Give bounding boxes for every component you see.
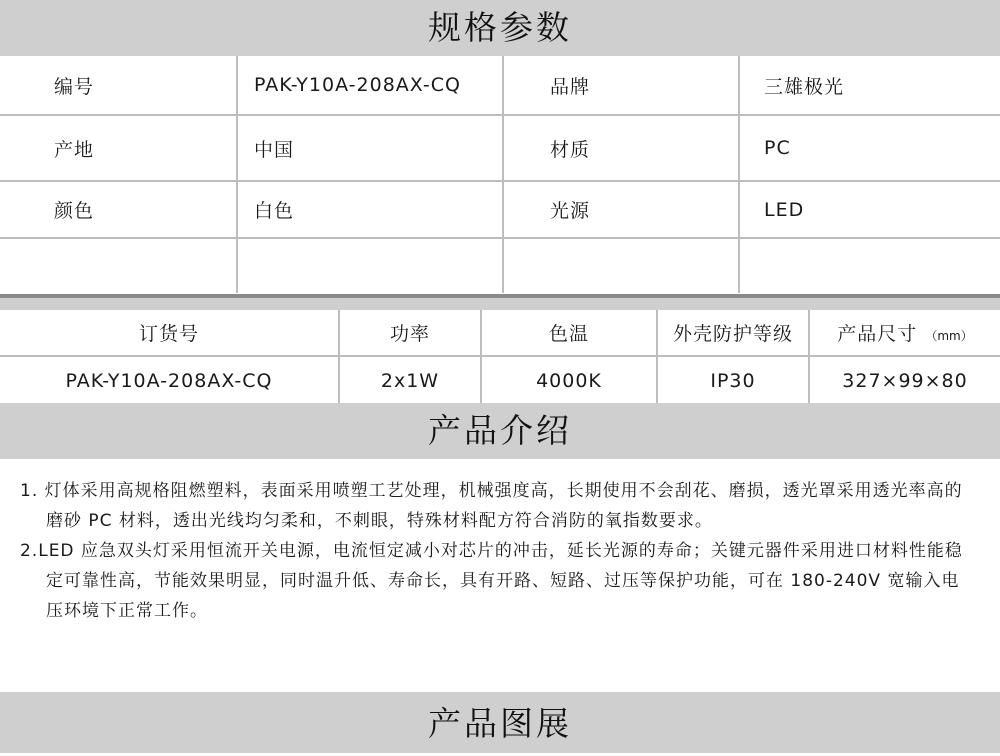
order-value-cell: PAK-Y10A-208AX-CQ [0, 356, 339, 404]
order-header-cell: 订货号 [0, 310, 339, 356]
spec-row [0, 181, 1000, 238]
intro-paragraph: 1. 灯体采用高规格阻燃塑料，表面采用喷塑工艺处理，机械强度高，长期使用不会刮花、磨损，透光罩采用透光率高的磨砂 PC 材料，透出光线均匀柔和，不刺眼，特殊材料配方符合消防的氧指数要求。 [20, 481, 963, 531]
section-divider-line [0, 294, 1000, 298]
spec-value [237, 238, 503, 293]
order-value-cell: 2x1W [339, 356, 481, 404]
intro-text [20, 476, 970, 626]
spec-value: LED [739, 181, 1000, 238]
spec-value: PC [739, 115, 1000, 181]
intro-section-title: 产品介绍 [0, 403, 1000, 459]
intro-paragraph: 2.LED 应急双头灯采用恒流开关电源，电流恒定减小对芯片的冲击，延长光源的寿命；关键元器件采用进口材料性能稳定可靠性高，节能效果明显，同时温升低、寿命长，具有开路、短路、过压等保护功能，可在 180-240V 宽输入电压环境下正常工作。 [20, 541, 963, 621]
order-value-cell: 327×99×80 [842, 369, 968, 392]
spec-row [0, 56, 1000, 115]
spec-label: 颜色 [0, 181, 237, 238]
spec-label: 产地 [0, 115, 237, 181]
spec-value [739, 238, 1000, 293]
order-header-cell: 功率 [339, 310, 481, 356]
order-value-cell: IP30 [657, 356, 809, 404]
spec-label [0, 238, 237, 293]
spec-value: PAK-Y10A-208AX-CQ [237, 56, 503, 115]
spec-value: 中国 [237, 115, 503, 181]
gallery-section-title: 产品图展 [0, 692, 1000, 753]
spec-value: 白色 [237, 181, 503, 238]
spec-label: 品牌 [503, 56, 739, 115]
size-header-label: 产品尺寸 [837, 323, 918, 345]
spec-label: 编号 [0, 56, 237, 115]
spec-row [0, 115, 1000, 181]
order-header-row [0, 310, 1000, 356]
spec-label [503, 238, 739, 293]
order-table [0, 310, 1000, 404]
spec-row-empty [0, 238, 1000, 293]
spec-value: 三雄极光 [739, 56, 1000, 115]
order-value-cell: 4000K [481, 356, 657, 404]
order-header-cell: 色温 [481, 310, 657, 356]
size-unit: （mm） [925, 329, 973, 343]
spec-label: 光源 [503, 181, 739, 238]
spec-table [0, 56, 1000, 293]
order-header-cell: 外壳防护等级 [657, 310, 809, 356]
order-value-row [0, 356, 1000, 404]
spec-label: 材质 [503, 115, 739, 181]
order-header-cell [809, 310, 1000, 356]
spec-section-title: 规格参数 [0, 0, 1000, 56]
